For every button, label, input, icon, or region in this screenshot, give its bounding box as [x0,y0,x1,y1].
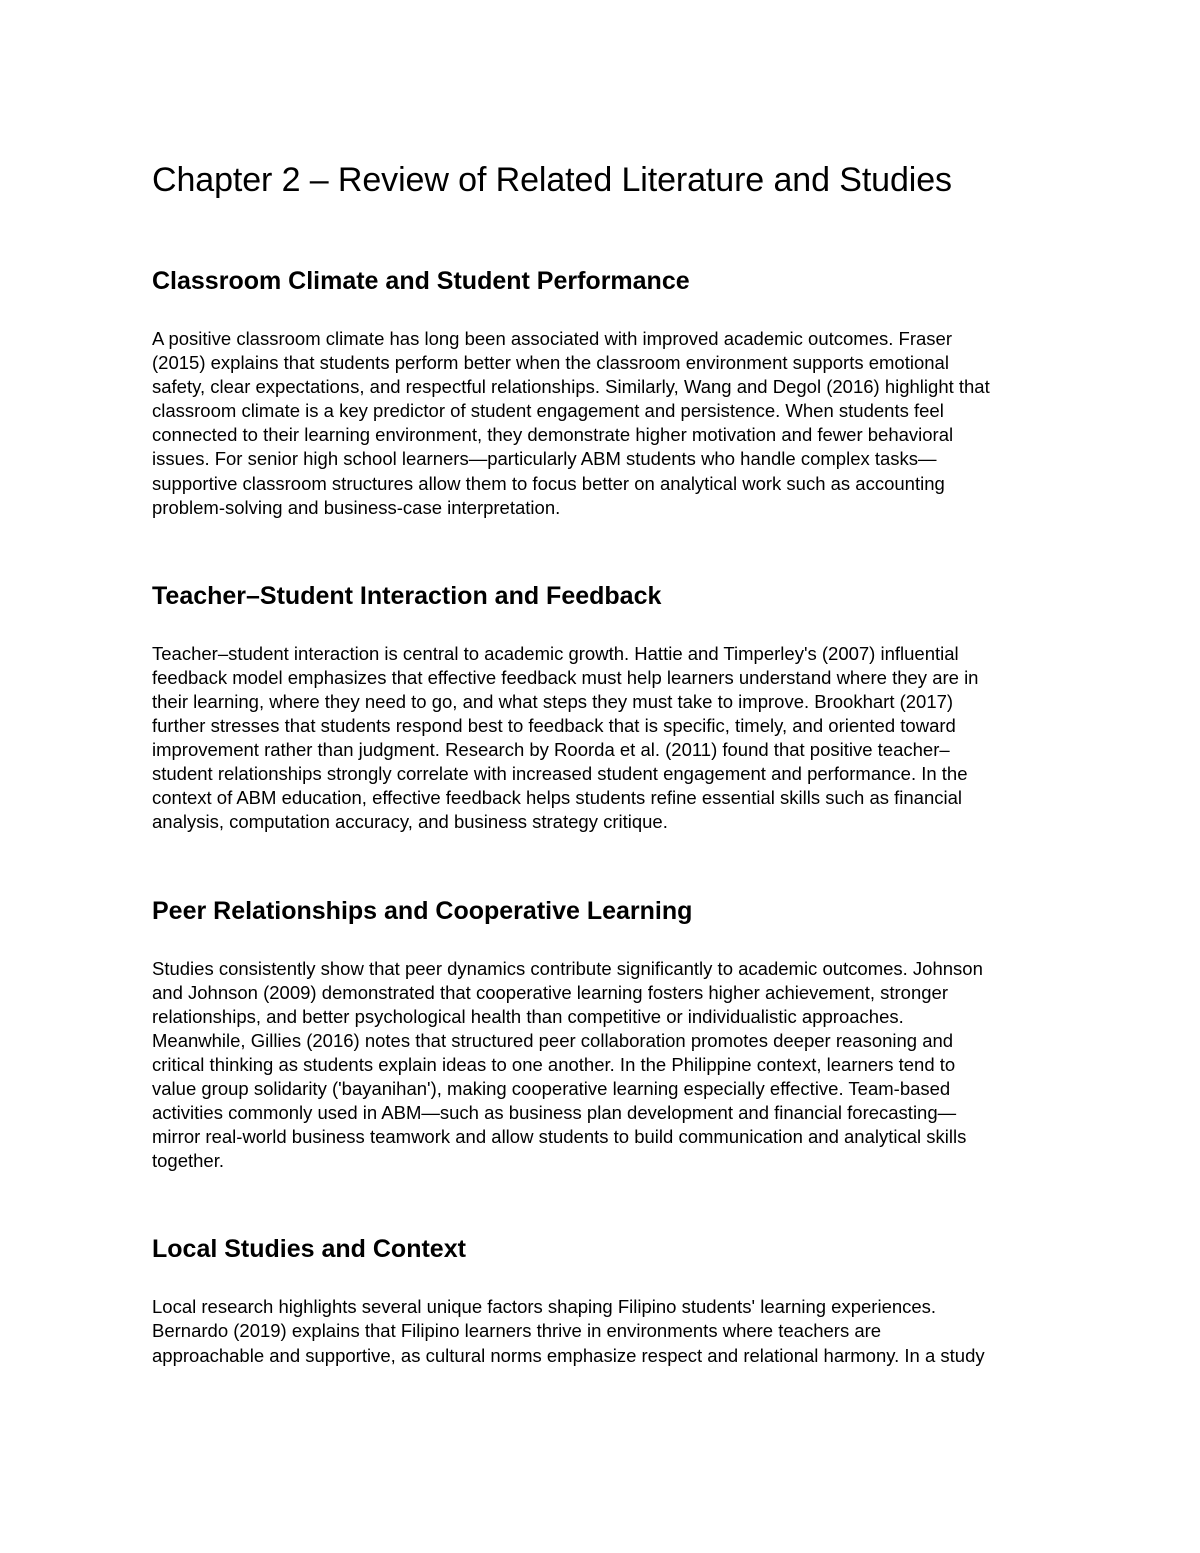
paragraph-line: and Johnson (2009) demonstrated that cooperative learning fosters higher achievement, stronger [152,981,948,1003]
section-heading-classroom-climate: Classroom Climate and Student Performance [152,267,690,295]
paragraph-line: together. [152,1150,225,1172]
paragraph-line: problem-solving and business-case interpretation. [152,496,561,518]
paragraph-line: feedback model emphasizes that effective feedback must help learners understand where they are in [152,666,979,688]
section-paragraph-teacher-student [152,642,1052,835]
paragraph-line: further stresses that students respond best to feedback that is specific, timely, and oriented toward [152,715,956,737]
paragraph-line: Bernardo (2019) explains that Filipino learners thrive in environments where teachers are [152,1320,882,1342]
section-paragraph-peer-relationships [152,957,1052,1174]
paragraph-line: Meanwhile, Gillies (2016) notes that structured peer collaboration promotes deeper reasoning and [152,1029,954,1051]
paragraph-line: A positive classroom climate has long been associated with improved academic outcomes. Fraser [152,328,952,349]
paragraph-line: Local research highlights several unique factors shaping Filipino students' learning experiences. [152,1296,937,1318]
paragraph-line: student relationships strongly correlate with increased student engagement and performance. In the [152,763,968,785]
paragraph-line: (2015) explains that students perform better when the classroom environment supports emotional [152,352,949,374]
section-paragraph-classroom-climate [152,327,1052,520]
paragraph-line: critical thinking as students explain ideas to one another. In the Philippine context, learners tend to [152,1053,956,1075]
section-heading-teacher-student: Teacher–Student Interaction and Feedback [152,581,662,610]
document-body [152,158,1052,1368]
section-heading-local-studies: Local Studies and Context [152,1235,466,1264]
paragraph-line: value group solidarity ('bayanihan'), making cooperative learning especially effective. Team-based [152,1077,951,1099]
paragraph-line: relationships, and better psychological health than competitive or individualistic approaches. [152,1005,904,1027]
paragraph-line: safety, clear expectations, and respectful relationships. Similarly, Wang and Degol (2016) highlight that [152,376,990,398]
paragraph-line: issues. For senior high school learners—particularly ABM students who handle complex tasks— [152,448,937,470]
section-heading-peer-relationships: Peer Relationships and Cooperative Learning [152,896,693,925]
paragraph-line: activities commonly used in ABM—such as business plan development and financial forecasting— [152,1102,957,1124]
paragraph-line: Teacher–student interaction is central to academic growth. Hattie and Timperley's (2007) influential [152,642,959,664]
paragraph-line: context of ABM education, effective feedback helps students refine essential skills such as financial [152,787,963,809]
paragraph-line: approachable and supportive, as cultural norms emphasize respect and relational harmony. In a study [152,1344,985,1366]
paragraph-line: improvement rather than judgment. Research by Roorda et al. (2011) found that positive teacher– [152,739,950,761]
chapter-title: Chapter 2 – Review of Related Literature and Studies [152,161,952,199]
paragraph-line: supportive classroom structures allow them to focus better on analytical work such as accounting [152,472,945,494]
paragraph-line: analysis, computation accuracy, and business strategy critique. [152,811,668,833]
paragraph-line: mirror real-world business teamwork and allow students to build communication and analytical skills [152,1126,967,1148]
section-paragraph-local-studies [152,1295,1052,1367]
paragraph-line: Studies consistently show that peer dynamics contribute significantly to academic outcomes. Johnson [152,957,983,979]
paragraph-line: their learning, where they need to go, and what steps they must take to improve. Brookhart (2017) [152,690,954,712]
paragraph-line: connected to their learning environment, they demonstrate higher motivation and fewer behavioral [152,424,954,446]
paragraph-line: classroom climate is a key predictor of student engagement and persistence. When students feel [152,400,944,422]
